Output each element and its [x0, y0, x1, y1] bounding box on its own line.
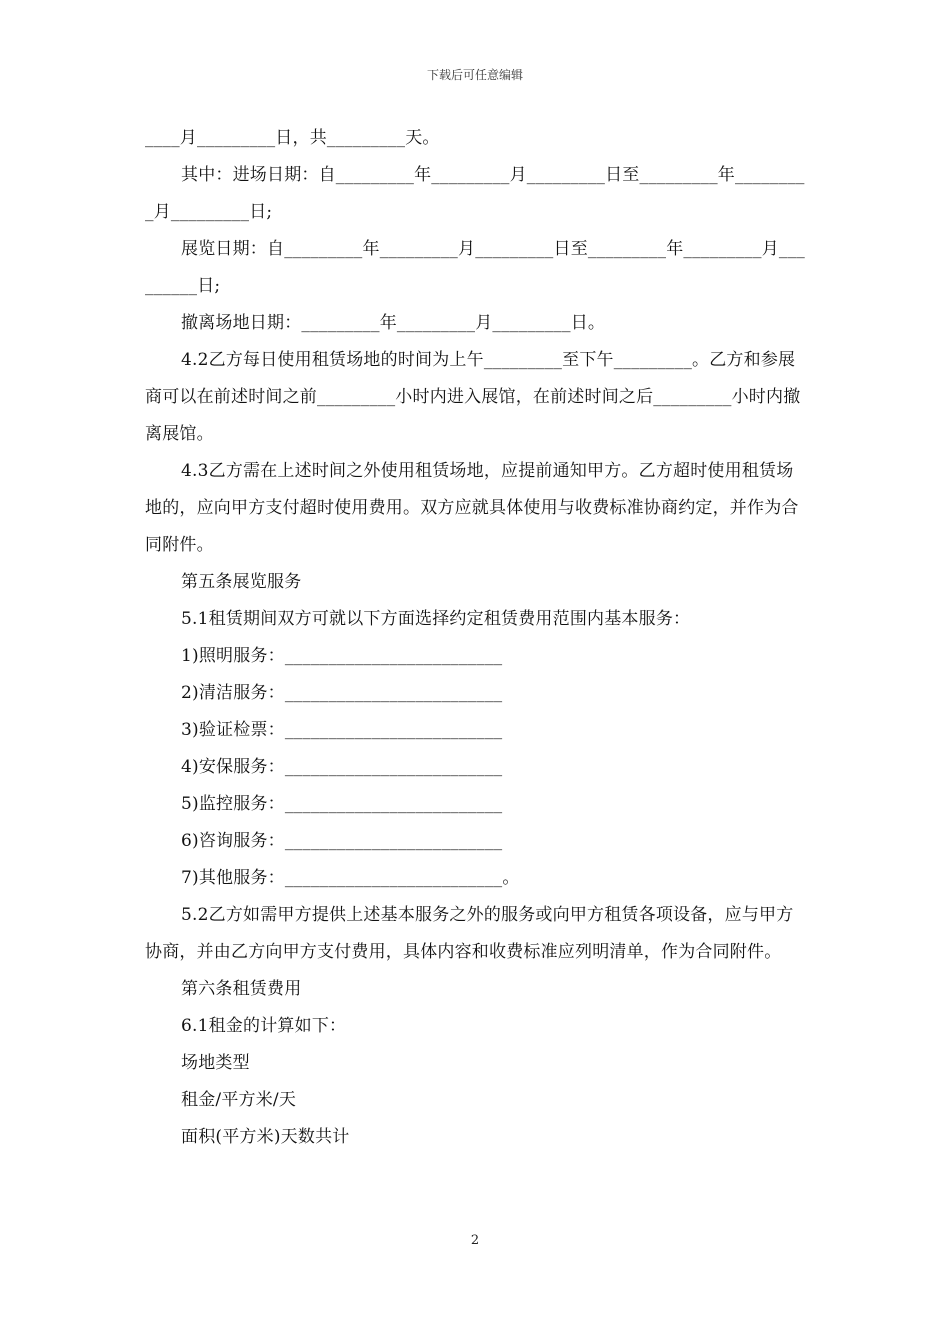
paragraph-clause-4-2: 4.2乙方每日使用租赁场地的时间为上午_________至下午_________。乙方和参展商可以在前述时间之前_________小时内进入展馆，在前述时间之后_________小时内撤离展馆。 [145, 350, 801, 444]
paragraph-duration: ____月_________日，共_________天。 [145, 128, 440, 148]
paragraph-clause-4-3: 4.3乙方需在上述时间之外使用租赁场地，应提前通知甲方。乙方超时使用租赁场地的，应向甲方支付超时使用费用。双方应就具体使用与收费标准协商约定，并作为合同附件。 [145, 461, 799, 555]
service-item-cleaning: 2)清洁服务：_________________________ [181, 683, 503, 703]
table-label-venue-type: 场地类型 [181, 1053, 250, 1073]
paragraph-clause-6-1: 6.1租金的计算如下： [181, 1016, 347, 1036]
document-body [145, 120, 810, 1156]
paragraph-clause-5-2: 5.2乙方如需甲方提供上述基本服务之外的服务或向甲方租赁各项设备，应与甲方协商，并由乙方向甲方支付费用，具体内容和收费标准应列明清单，作为合同附件。 [145, 905, 794, 962]
section-heading-6: 第六条租赁费用 [181, 979, 302, 999]
service-item-ticketing: 3)验证检票：_________________________ [181, 720, 503, 740]
page-header: 下载后可任意编辑 [426, 68, 523, 82]
service-item-monitoring: 5)监控服务：_________________________ [181, 794, 503, 814]
page-number: 2 [470, 1233, 480, 1248]
paragraph-exhibition-date: 展览日期：自_________年_________月_________日至_________年_________月_________日; [145, 239, 805, 296]
paragraph-exit-date: 撤离场地日期：_________年_________月_________日。 [181, 313, 606, 333]
service-item-consulting: 6)咨询服务：_________________________ [181, 831, 503, 851]
paragraph-entry-date: 其中：进场日期：自_________年_________月_________日至_________年_________月_________日; [145, 165, 805, 222]
table-label-rent-rate: 租金/平方米/天 [181, 1090, 297, 1110]
service-item-security: 4)安保服务：_________________________ [181, 757, 503, 777]
service-item-other: 7)其他服务：_________________________。 [181, 868, 520, 888]
table-label-area-days-total: 面积(平方米)天数共计 [181, 1127, 350, 1147]
section-heading-5: 第五条展览服务 [181, 572, 302, 592]
paragraph-clause-5-1: 5.1租赁期间双方可就以下方面选择约定租赁费用范围内基本服务： [181, 609, 691, 629]
service-item-lighting: 1)照明服务：_________________________ [181, 646, 503, 666]
